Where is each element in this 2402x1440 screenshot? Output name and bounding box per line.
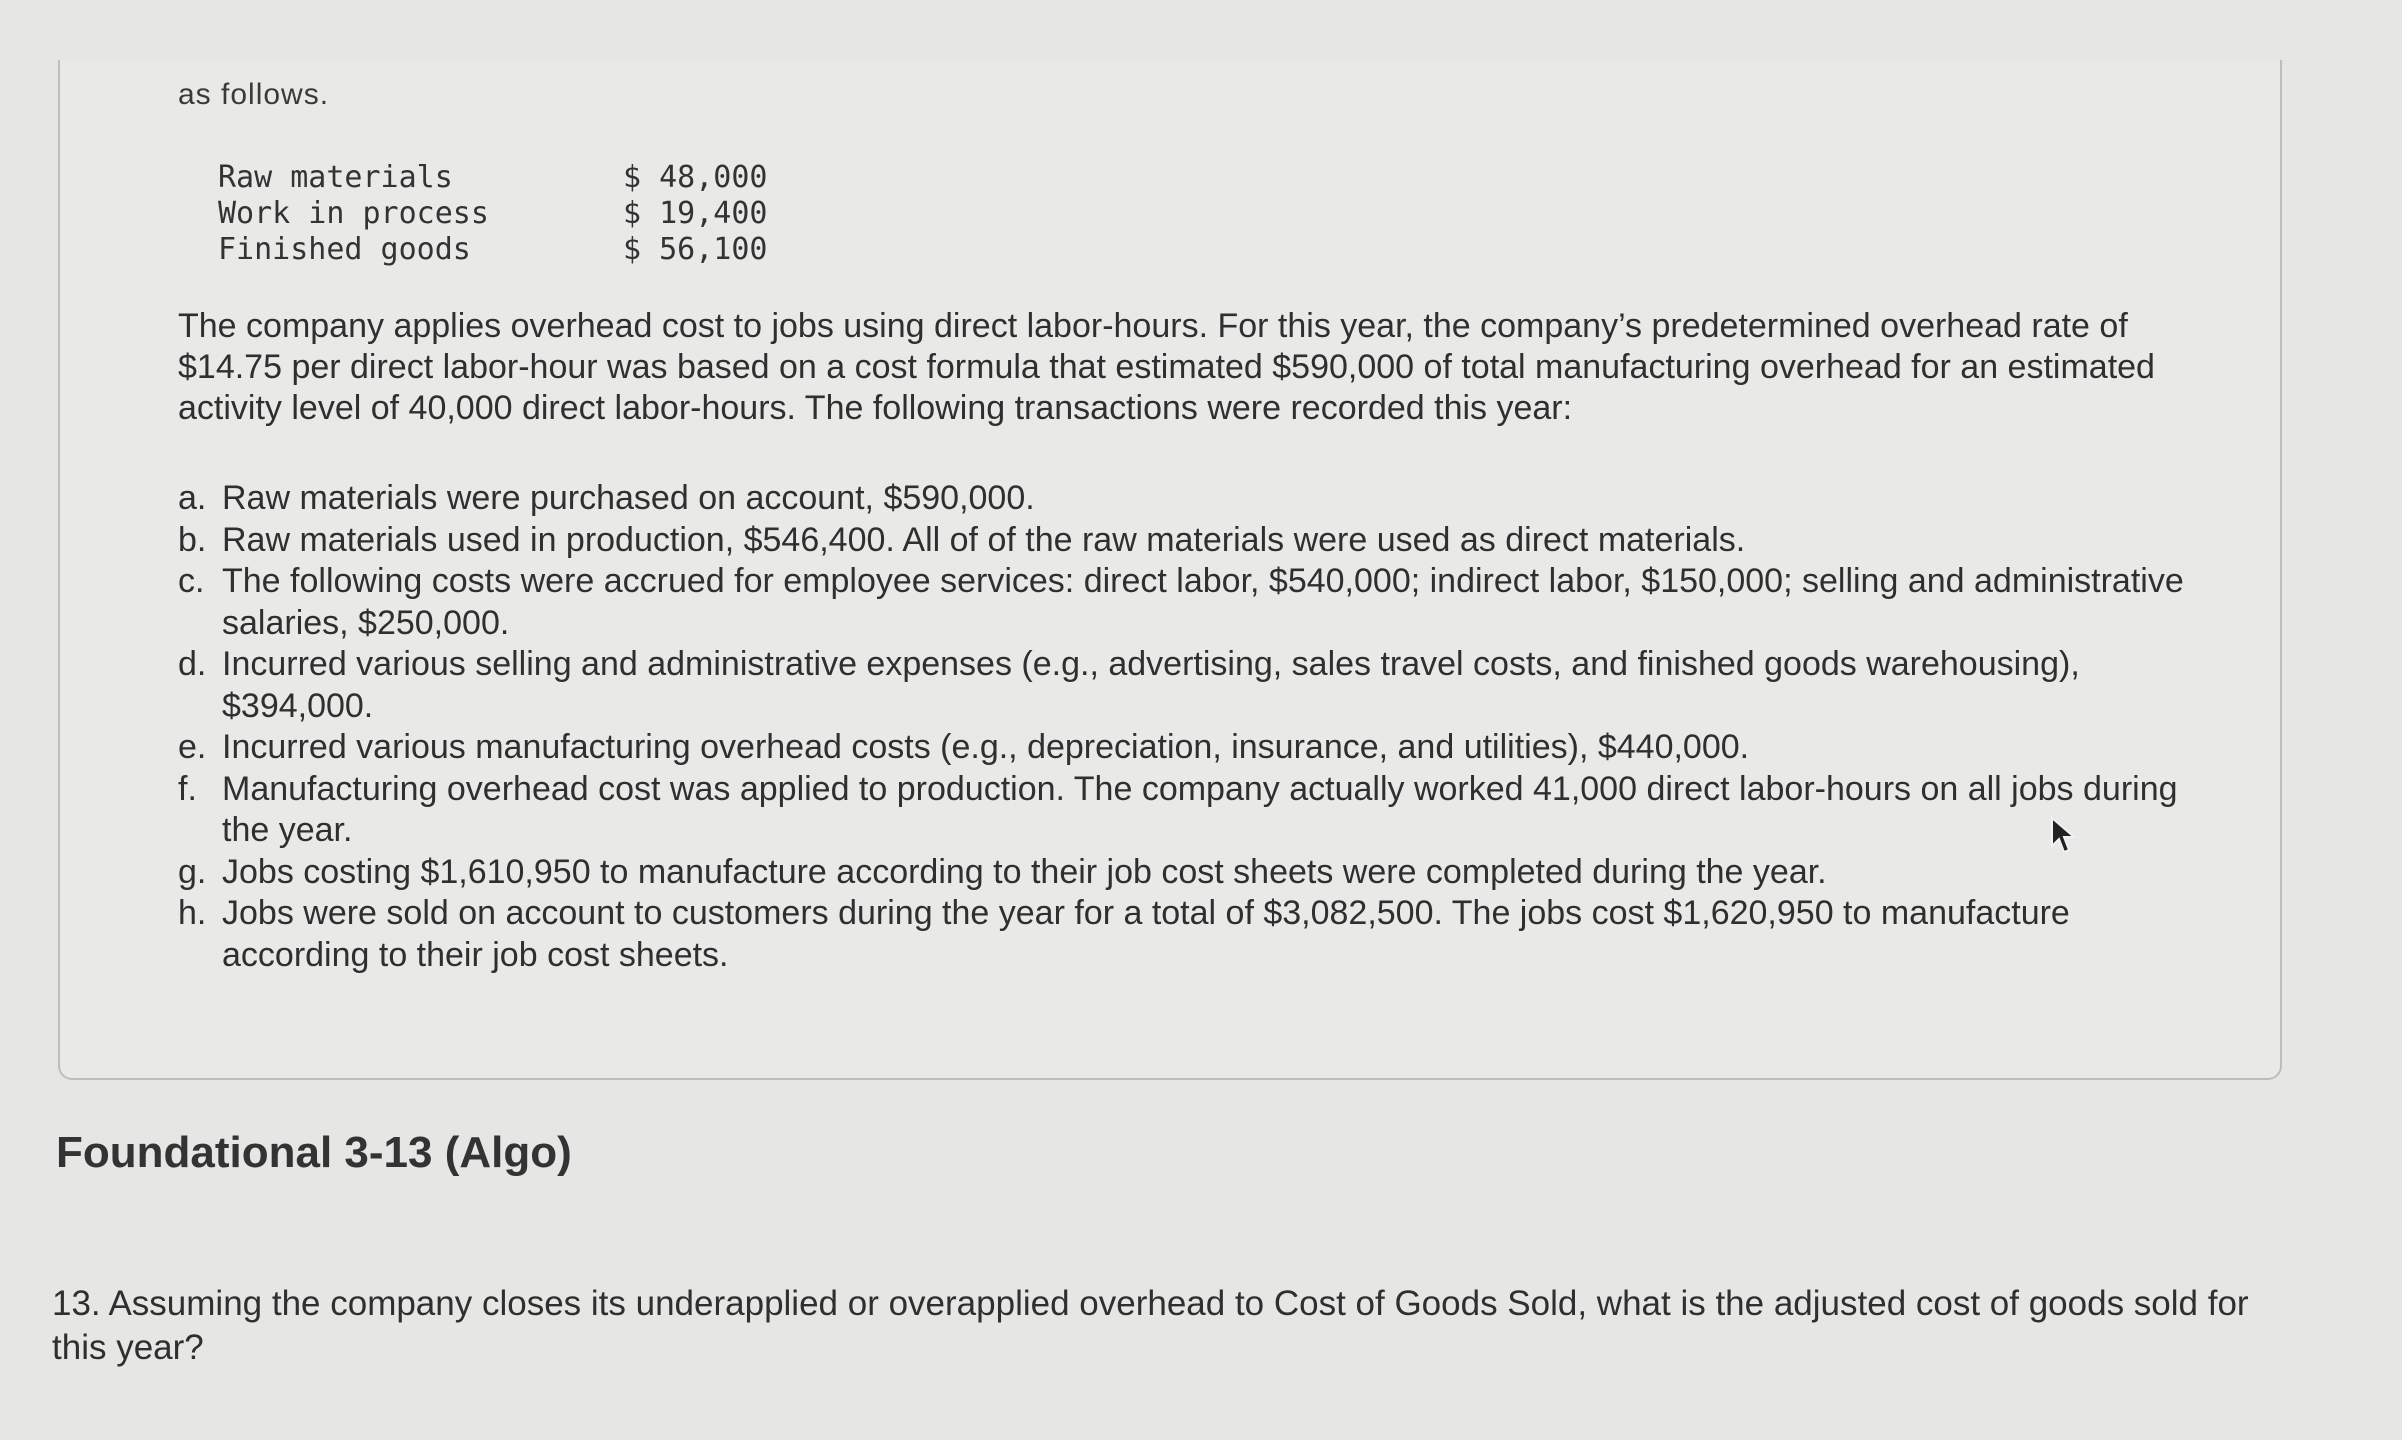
question-text: 13. Assuming the company closes its underapplied or overapplied overhead to Cost of Goods Sold, what is the adjusted cost of goods sold for this year?	[52, 1284, 2249, 1367]
transaction-item	[178, 644, 2188, 727]
balance-row	[218, 160, 768, 196]
balance-row	[218, 196, 768, 232]
beginning-balances	[218, 160, 768, 268]
transaction-item	[178, 727, 2188, 769]
transaction-text: Manufacturing overhead cost was applied to production. The company actually worked 41,000 direct labor-hours on all jobs during the year.	[222, 769, 2178, 849]
transaction-text: Raw materials used in production, $546,400. All of of the raw materials were used as direct materials.	[222, 520, 1746, 559]
transaction-item	[178, 478, 2188, 520]
transaction-item	[178, 520, 2188, 562]
cut-off-text: as follows.	[178, 78, 330, 111]
transaction-item	[178, 561, 2188, 644]
transaction-item	[178, 769, 2188, 852]
transaction-letter: g.	[178, 852, 207, 891]
transaction-text: Jobs costing $1,610,950 to manufacture according to their job cost sheets were completed during the year.	[222, 852, 1827, 891]
balance-value: $ 56,100	[623, 232, 768, 267]
transaction-letter: c.	[178, 562, 205, 600]
transaction-text: The following costs were accrued for employee services: direct labor, $540,000; indirect labor, $150,000; selling and administrative salaries, $250,000.	[222, 562, 2184, 642]
transaction-letter: a.	[178, 479, 207, 517]
transaction-letter: h.	[178, 894, 207, 932]
transaction-letter: f.	[178, 769, 197, 808]
balance-label: Work in process	[218, 196, 489, 231]
mouse-pointer-icon	[2048, 816, 2078, 856]
intro-paragraph: The company applies overhead cost to jobs using direct labor-hours. For this year, the company’s predetermined overhead rate of $14.75 per direct labor-hour was based on a cost formula that estimated $590,000 of total manufacturing overhead for an estimated activity level of 40,000 direct labor-hours. The following transactions were recorded this year:	[178, 307, 2155, 427]
transaction-text: Raw materials were purchased on account, $590,000.	[222, 479, 1035, 517]
balance-value: $ 19,400	[623, 196, 768, 231]
balance-label: Raw materials	[218, 160, 453, 195]
transaction-list	[178, 478, 2188, 976]
transaction-letter: d.	[178, 645, 207, 683]
balance-row	[218, 232, 768, 268]
transaction-letter: e.	[178, 728, 207, 766]
balance-label: Finished goods	[218, 232, 471, 267]
transaction-text: Incurred various selling and administrative expenses (e.g., advertising, sales travel costs, and finished goods warehousing), $394,000.	[222, 645, 2080, 725]
transaction-text: Incurred various manufacturing overhead costs (e.g., depreciation, insurance, and utilities), $440,000.	[222, 728, 1750, 766]
section-heading: Foundational 3-13 (Algo)	[56, 1128, 572, 1177]
transaction-item	[178, 852, 2188, 894]
transaction-letter: b.	[178, 520, 207, 559]
transaction-text: Jobs were sold on account to customers during the year for a total of $3,082,500. The jobs cost $1,620,950 to manufacture according to their job cost sheets.	[222, 894, 2070, 974]
transaction-item	[178, 893, 2188, 976]
balance-value: $ 48,000	[623, 160, 768, 195]
